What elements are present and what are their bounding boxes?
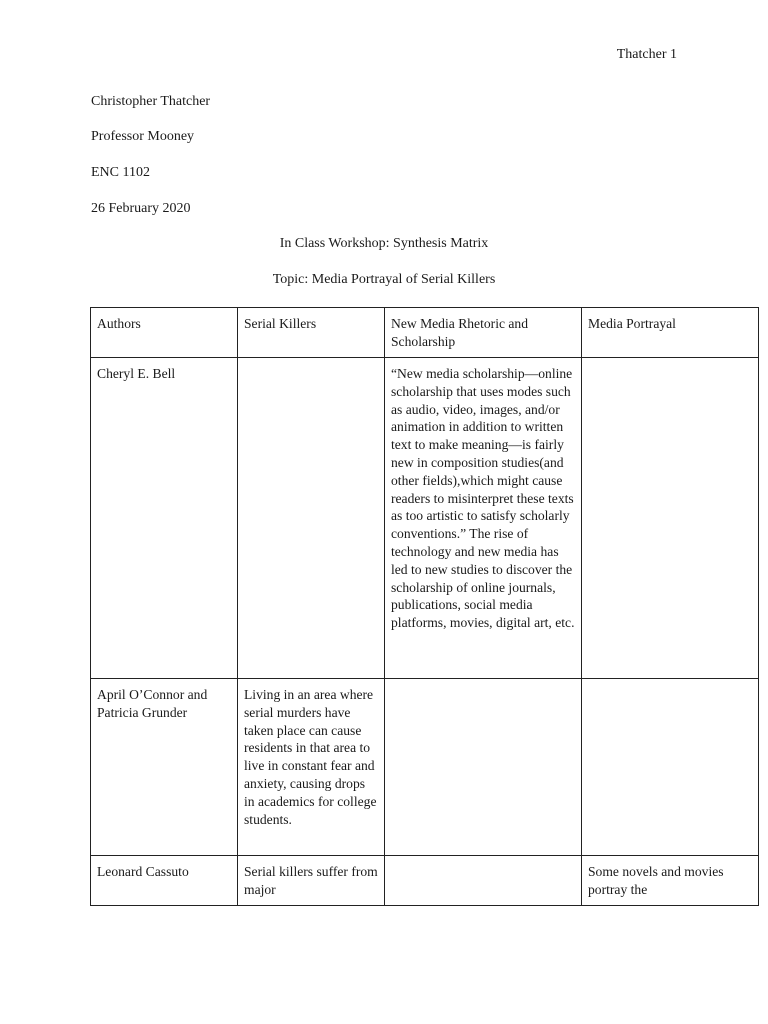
table-cell (385, 856, 582, 906)
header-cell-authors: Authors (91, 308, 238, 358)
table-cell (582, 679, 759, 856)
synthesis-matrix-table (90, 307, 759, 906)
table-cell: Living in an area where serial murders have taken place can cause residents in that area to live in constant fear and anxiety, causing drops in academics for college students. (238, 679, 385, 856)
table-cell: April O’Connor and Patricia Grunder (91, 679, 238, 856)
header-cell-new-media: New Media Rhetoric and Scholarship (385, 308, 582, 358)
header-cell-media-portrayal: Media Portrayal (582, 308, 759, 358)
table-cell: Some novels and movies portray the (582, 856, 759, 906)
table-cell (385, 679, 582, 856)
table-row (91, 358, 759, 679)
table-cell: Serial killers suffer from major (238, 856, 385, 906)
table-header-row (91, 308, 759, 358)
table-row (91, 679, 759, 856)
header-cell-serial-killers: Serial Killers (238, 308, 385, 358)
document-title: In Class Workshop: Synthesis Matrix (279, 236, 489, 251)
table-cell (238, 358, 385, 679)
professor-name: Professor Mooney (91, 129, 195, 144)
table-cell (582, 358, 759, 679)
table-row (91, 856, 759, 906)
date-line: 26 February 2020 (91, 201, 191, 216)
table-cell: Leonard Cassuto (91, 856, 238, 906)
table-cell: “New media scholarship—online scholarship that uses modes such as audio, video, images, and/or animation in addition to written text to make meaning—is fairly new in composition studies(and other fields),which might cause readers to misinterpret these texts as too artistic to satisfy scholarly conventions.” The rise of technology and new media has led to new studies to discover the scholarship of online journals, publications, social media platforms, movies, digital art, etc. (385, 358, 582, 679)
student-name: Christopher Thatcher (91, 94, 211, 109)
course-code: ENC 1102 (91, 165, 150, 180)
running-head: Thatcher 1 (616, 47, 677, 62)
topic-line: Topic: Media Portrayal of Serial Killers (272, 272, 496, 287)
table-cell: Cheryl E. Bell (91, 358, 238, 679)
